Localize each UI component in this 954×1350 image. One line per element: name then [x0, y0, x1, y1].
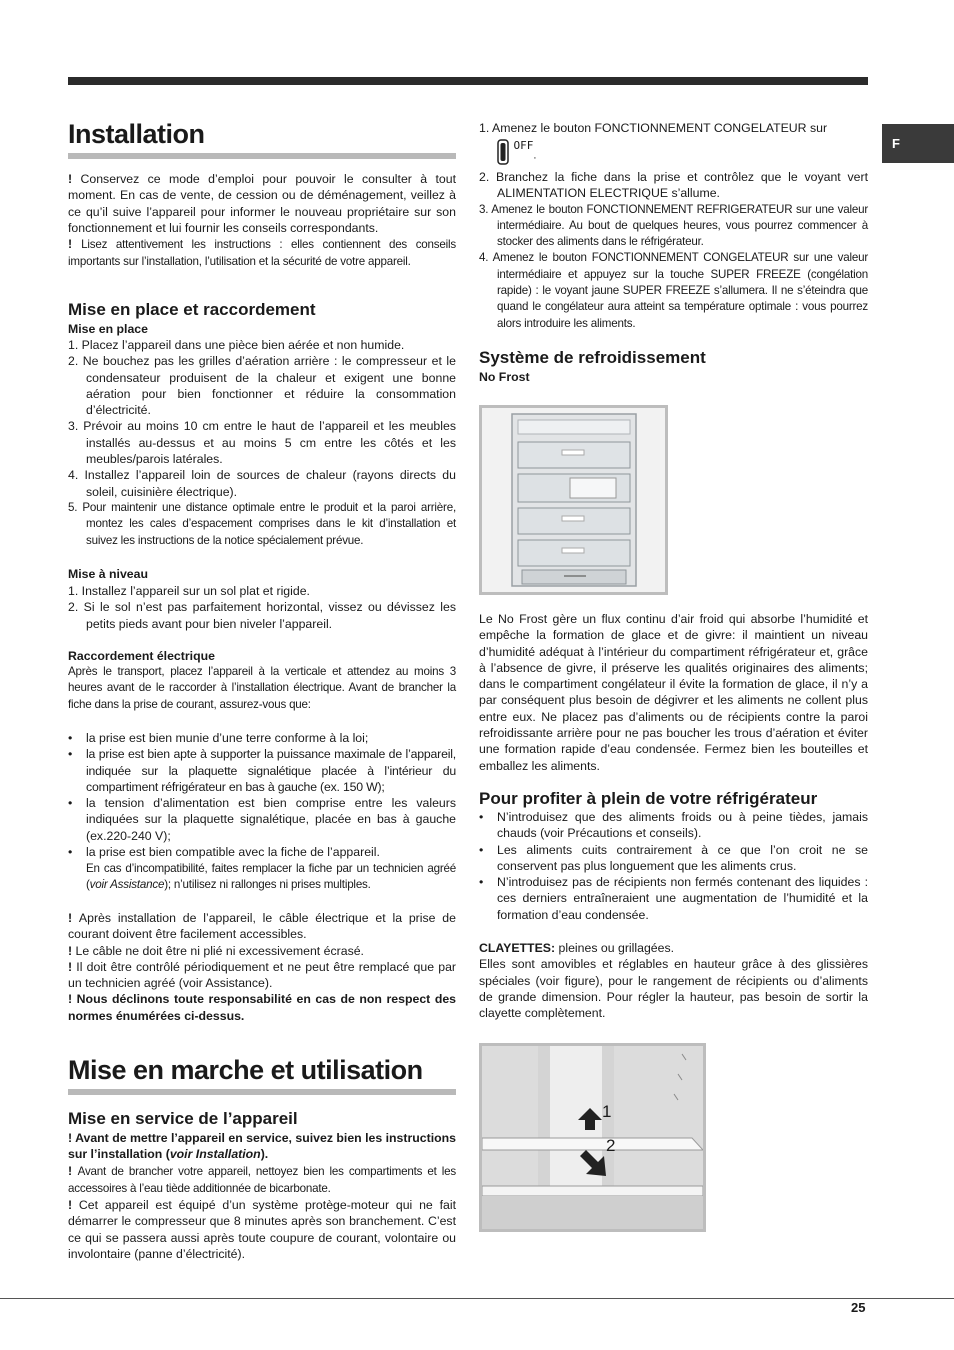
profiter-title: Pour profiter à plein de votre réfrigérateur — [479, 789, 818, 808]
list-item: 2. Si le sol n’est pas parfaitement horizontal, vissez ou dévissez les petits pieds avant pour bien niveler l’appareil. — [68, 600, 456, 631]
no-frost-text: Le No Frost gère un flux continu d’air froid qui absorbe l’humidité et empêche la formation de glace et de givre: il maintient un niveau d’humidité adéquat à l’intérieur du compartiment réfrigérateur et, grâce à l’absence de givre, il préserve les qualités originaires des aliments; dans le compartiment congélateur il évite la formation de glace, il n’y a par conséquent plus besoin de dégivrer et les aliments ne collent plus entre eux. Ne placez pas d’aliments ou de récipients contre la paroi refroidissante arrière pour ne pas boucher les trous d’aération et éviter une formation rapide d’eau condensée. Fermez bien les bouteilles et emballez les aliments. — [479, 612, 868, 773]
list-item: 4. Installez l’appareil loin de sources de chaleur (rayons directs du soleil, cuisinière électrique). — [68, 468, 456, 499]
mise-en-marche-title: Mise en marche et utilisation — [68, 1054, 456, 1095]
list-item: 2. Ne bouchez pas les grilles d’aération arrière : le compresseur et le condensateur produisent de la chaleur et exigent une bonne aération pour bien fonctionner et réduire la consommation d’électricité. — [68, 354, 456, 418]
shelf-adjust-image — [482, 1046, 703, 1229]
fridge-interior-image — [482, 408, 665, 592]
list-item: 5. Pour maintenir une distance optimale entre le produit et la paroi arrière, montez les cales d’espacement comprises dans le kit d’installation et suivez les instructions de la notice spécialement prévue. — [68, 500, 456, 547]
niveau-list — [68, 583, 456, 632]
shelf-adjust-figure — [479, 1043, 706, 1232]
mise-en-place-title: Mise en place — [68, 322, 148, 336]
clayettes-text: CLAYETTES: pleines ou grillagées. Elles sont amovibles et réglables en hauteur grâce à des glissières spéciales (voir figure), pour le rangement de récipients ou d’aliments de grande dimension. Pour régler la hauteur, pas besoin de sortir la clayette complètement. — [479, 941, 868, 1021]
figure-label-1: 1 — [602, 1102, 612, 1121]
off-label: OFF — [513, 139, 534, 153]
incompat-text: En cas d’incompatibilité, faites remplacer la fiche par un technicien agréé (voir Assistance); n’utilisez ni rallonges ni prises multiples. — [86, 862, 456, 892]
placement-section-title: Mise en place et raccordement — [68, 300, 316, 319]
mise-en-service-title: Mise en service de l’appareil — [68, 1109, 298, 1128]
installation-title: Installation — [68, 118, 456, 159]
page-number: 25 — [851, 1300, 866, 1315]
mise-en-place-list — [68, 337, 456, 549]
list-item: • la prise est bien compatible avec la fiche de l’appareil. — [68, 844, 456, 860]
list-item: 1. Placez l’appareil dans une pièce bien aérée et non humide. — [68, 338, 405, 352]
refroidissement-title: Système de refroidissement — [479, 348, 706, 367]
list-item: • la tension d’alimentation est bien comprise entre les valeurs indiquées sur la plaquette signalétique, placée en bas à gauche (ex.220-240 V); — [68, 795, 456, 844]
raccordement-title: Raccordement électrique — [68, 649, 215, 663]
installation-warnings: ! Après installation de l’appareil, le câble électrique et la prise de courant doivent être facilement accessibles. ! Le câble ne doit être ni plié ni excessivement écrasé. ! Il doit être contrôlé périodiquement et ne peut être remplacé que par un technicien agréé (voir Assistance). ! Nous déclinons toute responsabilité en cas de non respect des normes énumérées ci-dessus. — [68, 911, 457, 1023]
raccordement-text: Après le transport, placez l’appareil à la verticale et attendez au moins 3 heures avant de le raccorder à l’installation électrique. Avant de brancher la fiche dans la prise de courant, assurez-vous que: — [68, 665, 456, 711]
mise-en-service-text: ! Avant de mettre l’appareil en service, suivez bien les instructions sur l’installation (voir Installation). ! Avant de brancher votre appareil, nettoyez bien les compartiments et les accessoires à l’eau tiède additionnée de bicarbonate. ! Cet appareil est équipé d’un système protège-moteur qui ne fait démarrer le compresseur que 8 minutes après son branchement. C’est ce qui se passera aussi après toute coupure de courant, volontaire ou involontaire (panne d’électricité). — [68, 1131, 457, 1262]
knob-icon — [497, 139, 509, 170]
language-tab: F — [882, 124, 954, 163]
list-item: • N’introduisez que des aliments froids ou à peine tièdes, jamais chauds (voir Précautions et conseils). — [479, 809, 868, 842]
steps-list — [479, 169, 868, 332]
footer-rule — [0, 1298, 954, 1299]
list-item: 4. Amenez le bouton FONCTIONNEMENT CONGELATEUR sur une valeur intermédiaire et appuyez sur la touche SUPER FREEZE (congélation rapide) : le voyant jaune SUPER FREEZE s’allumera. Il ne s’éteindra que quand le congélateur aura atteint sa température optimale : vous pourrez alors introduire les aliments. — [479, 251, 868, 330]
list-item: • la prise est bien apte à supporter la puissance maximale de l’appareil, indiquée sur la plaquette signalétique placée à l’intérieur du compartiment réfrigérateur en bas à gauche (ex. 150 W); — [68, 746, 456, 795]
niveau-title: Mise à niveau — [68, 567, 148, 581]
fridge-interior-figure — [479, 405, 668, 595]
list-item: • Les aliments cuits contrairement à ce que l’on croit ne se conservent pas plus longuement que les aliments crus. — [479, 842, 868, 875]
step-1: 1. Amenez le bouton FONCTIONNEMENT CONGELATEUR sur $^{OFF}$. — [479, 120, 868, 170]
profiter-bullets — [479, 809, 868, 923]
no-frost-subtitle: No Frost — [479, 370, 530, 384]
list-item: 1. Installez l’appareil sur un sol plat et rigide. — [68, 584, 310, 598]
figure-label-2: 2 — [606, 1136, 616, 1155]
list-item: 2. Branchez la fiche dans la prise et contrôlez que le voyant vert ALIMENTATION ELECTRIQUE s’allume. — [479, 170, 868, 201]
raccordement-bullets — [68, 730, 456, 860]
list-item: • la prise est bien munie d’une terre conforme à la loi; — [68, 730, 456, 746]
installation-intro: ! Conservez ce mode d’emploi pour pouvoir le consulter à tout moment. En cas de vente, de cession ou de déménagement, veillez à ce qu’il suive l’appareil pour informer le nouveau propriétaire sur son fonctionnement et lui fournir les conseils correspondants. ! Lisez attentivement les instructions : elles contiennent des conseils importants sur l’installation, l’utilisation et la sécurité de votre appareil. — [68, 172, 457, 269]
list-item: • N’introduisez pas de récipients non fermés contenant des liquides : ces derniers entraîneraient une augmentation de l’humidité et la formation d’eau condensée. — [479, 874, 868, 923]
list-item: 3. Prévoir au moins 10 cm entre le haut de l’appareil et les meubles installés au-dessus et au moins 5 cm entre les côtés et les meubles/parois latérales. — [68, 419, 456, 467]
list-item: 3. Amenez le bouton FONCTIONNEMENT REFRIGERATEUR sur une valeur intermédiaire. Au bout de quelques heures, vous pourrez commencer à stocker des aliments dans le réfrigérateur. — [479, 202, 868, 249]
top-rule — [68, 77, 868, 85]
